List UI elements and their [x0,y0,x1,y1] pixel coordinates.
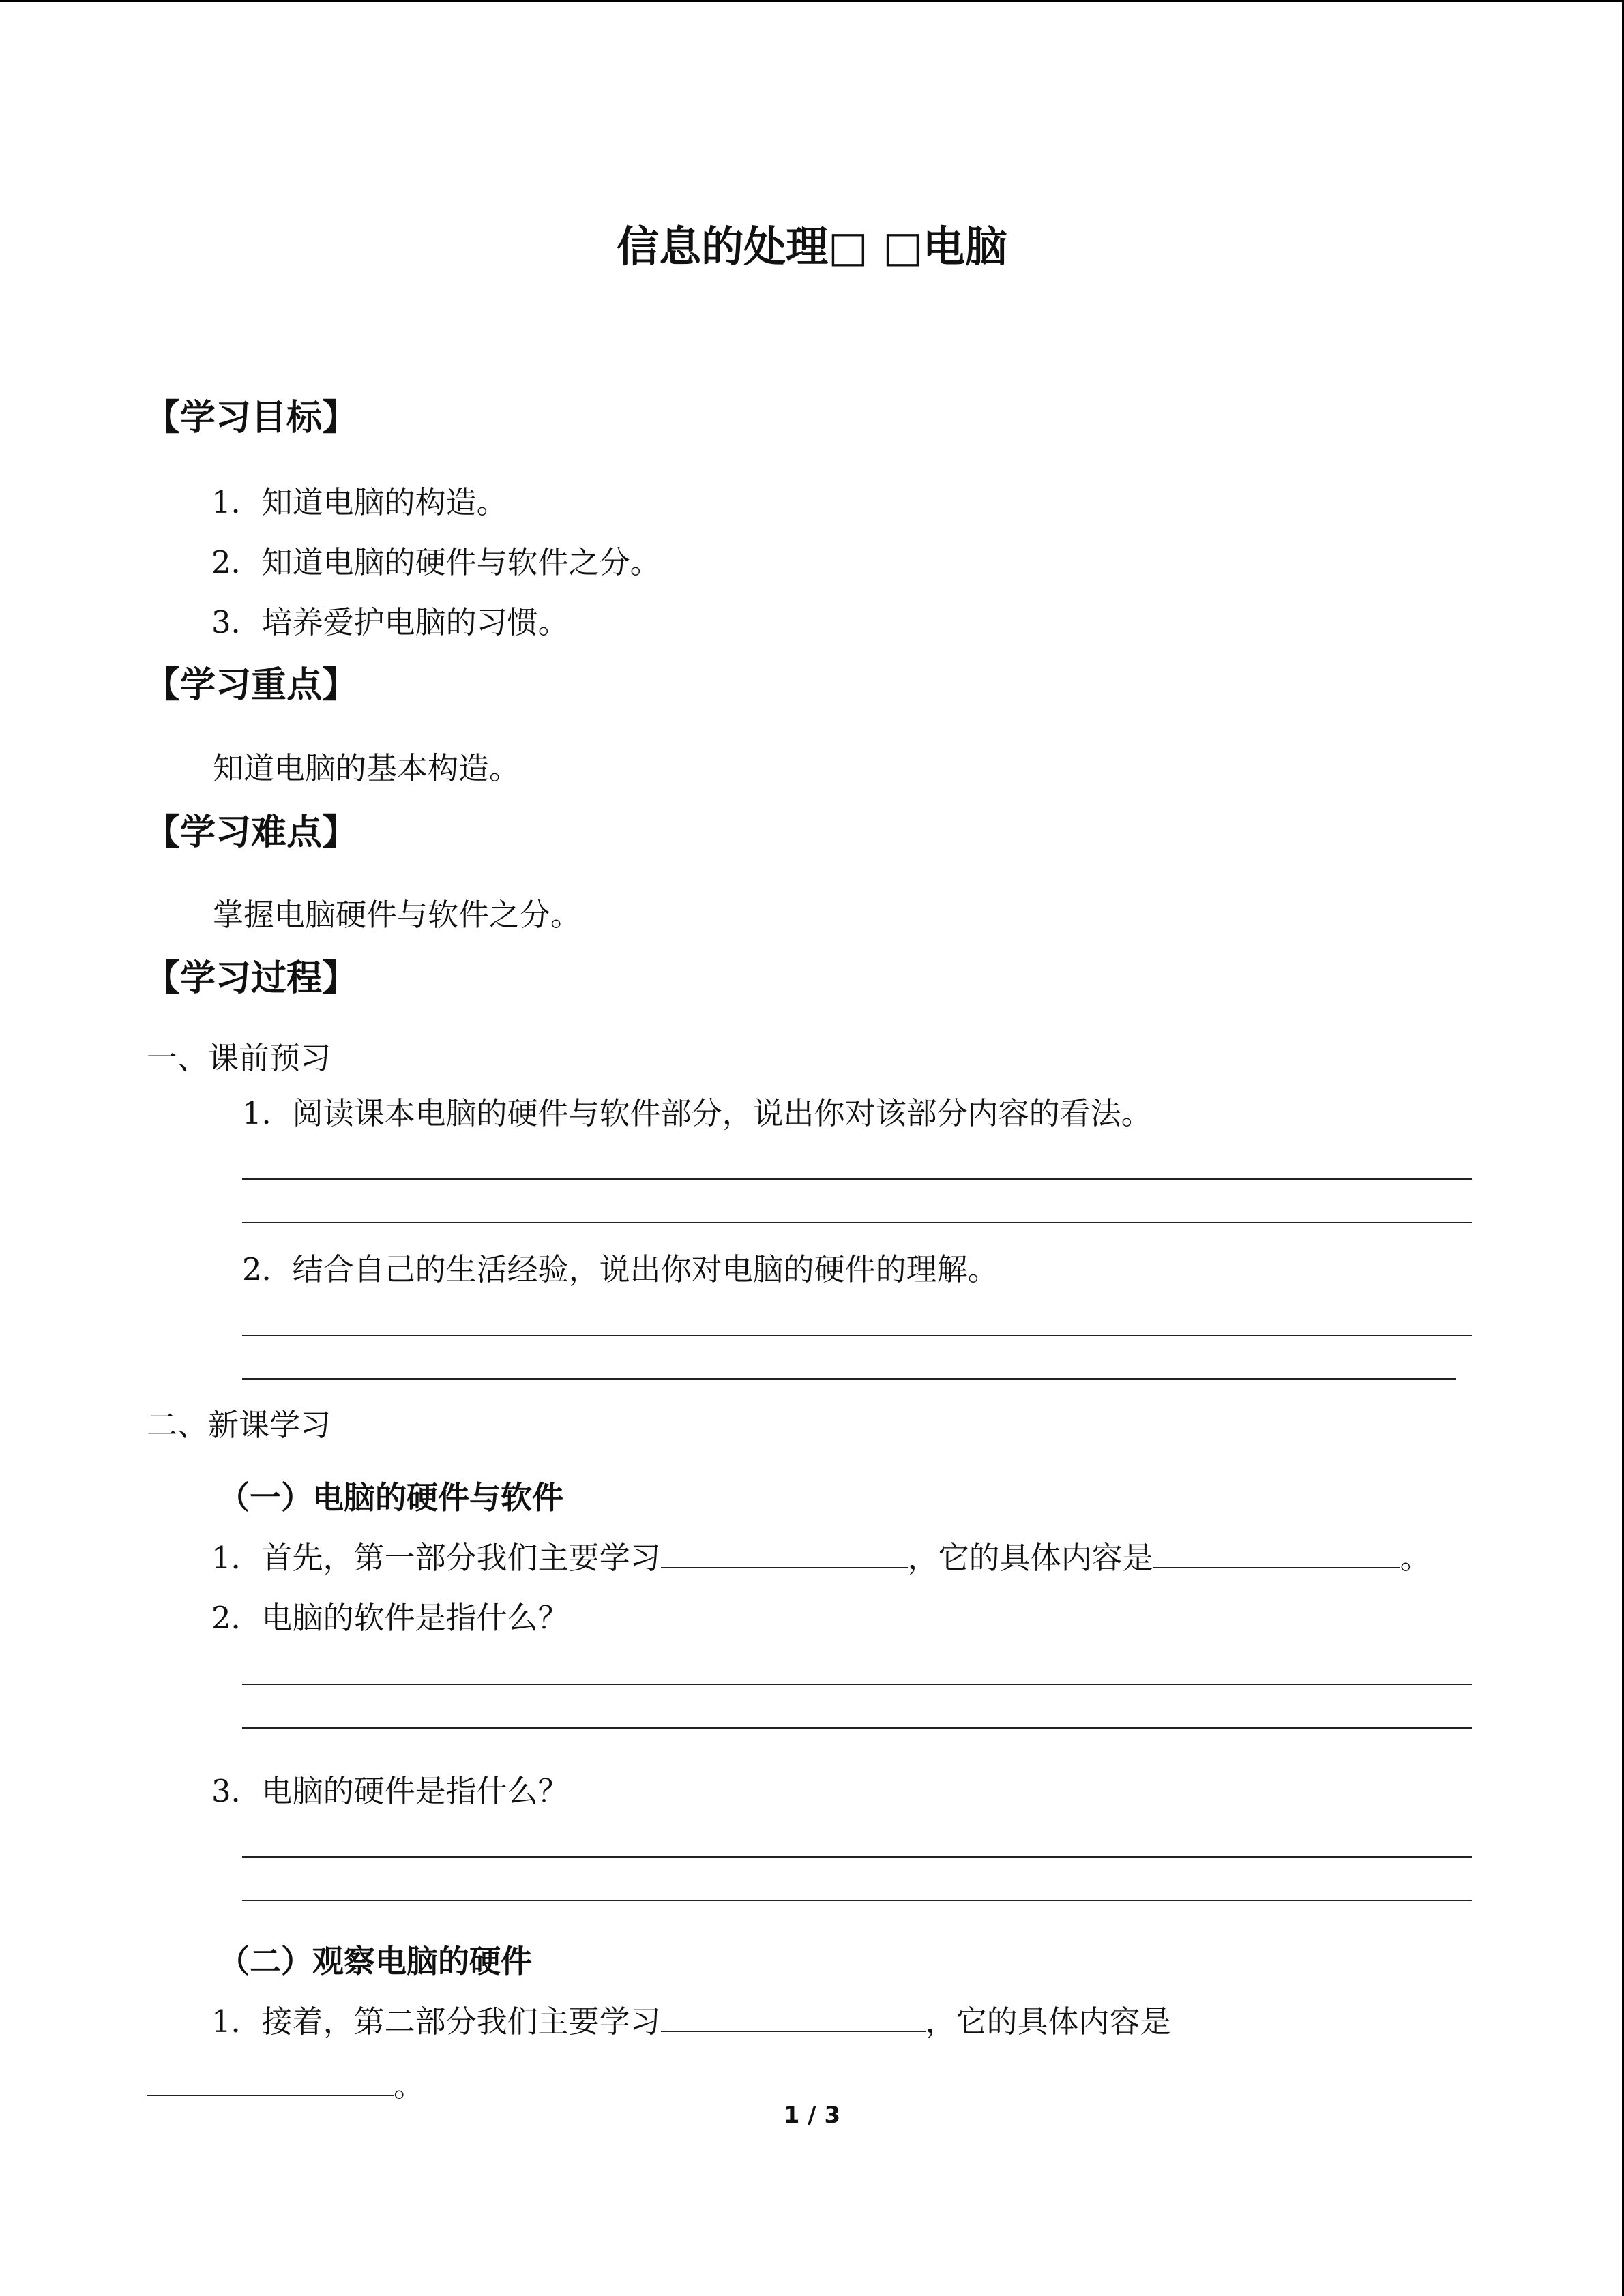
part1-question-1 [211,1533,1431,1577]
part2-heading: （二）观察电脑的硬件 [218,1943,532,1980]
part1-question-1-middle: ，它的具体内容是 [907,1540,1153,1576]
answer-line[interactable] [242,1856,1472,1858]
part2-question-1-middle: ，它的具体内容是 [925,2003,1171,2040]
process-heading: 【学习过程】 [145,957,358,999]
answer-line[interactable] [242,1178,1472,1180]
part1-heading: （一）电脑的硬件与软件 [218,1479,563,1516]
objectives-heading: 【学习目标】 [145,397,358,438]
part1-question-1-start: 1．首先，第一部分我们主要学习 [211,1540,661,1576]
answer-line[interactable] [242,1335,1472,1336]
part1-question-2: 2．电脑的软件是指什么？ [211,1600,569,1636]
objective-item-3: 3．培养爱护电脑的习惯。 [211,604,569,640]
answer-line[interactable] [242,1222,1472,1223]
key-points-heading: 【学习重点】 [145,664,358,706]
key-points-text: 知道电脑的基本构造。 [213,750,520,786]
new-lesson-heading: 二、新课学习 [147,1407,331,1443]
preview-question-1: 1．阅读课本电脑的硬件与软件部分，说出你对该部分内容的看法。 [242,1095,1152,1131]
preview-question-2: 2．结合自己的生活经验，说出你对电脑的硬件的理解。 [242,1251,999,1287]
answer-line[interactable] [242,1378,1456,1380]
answer-line[interactable] [242,1684,1472,1685]
part1-question-3: 3．电脑的硬件是指什么？ [211,1773,569,1809]
part2-question-1-start: 1．接着，第二部分我们主要学习 [211,2003,661,2040]
fill-blank[interactable] [661,1536,908,1568]
fill-blank[interactable] [661,2000,926,2032]
page-title: 信息的处理□ □电脑 [617,222,1007,271]
answer-line[interactable] [242,1900,1472,1901]
difficulties-heading: 【学习难点】 [145,811,358,853]
fill-blank[interactable] [1153,1536,1400,1568]
part2-question-1 [211,1997,1171,2041]
part2-question-1-end: 。 [394,2068,425,2104]
answer-line[interactable] [242,1727,1472,1729]
difficulties-text: 掌握电脑硬件与软件之分。 [213,897,582,933]
part1-question-1-end: 。 [1400,1540,1431,1576]
page-number: 1 / 3 [783,2102,841,2129]
top-border [0,0,1624,2]
objective-item-1: 1．知道电脑的构造。 [211,484,507,520]
part2-question-1-continued [147,2061,424,2105]
preview-heading: 一、课前预习 [147,1040,331,1076]
fill-blank[interactable] [147,2064,394,2096]
objective-item-2: 2．知道电脑的硬件与软件之分。 [211,544,661,580]
